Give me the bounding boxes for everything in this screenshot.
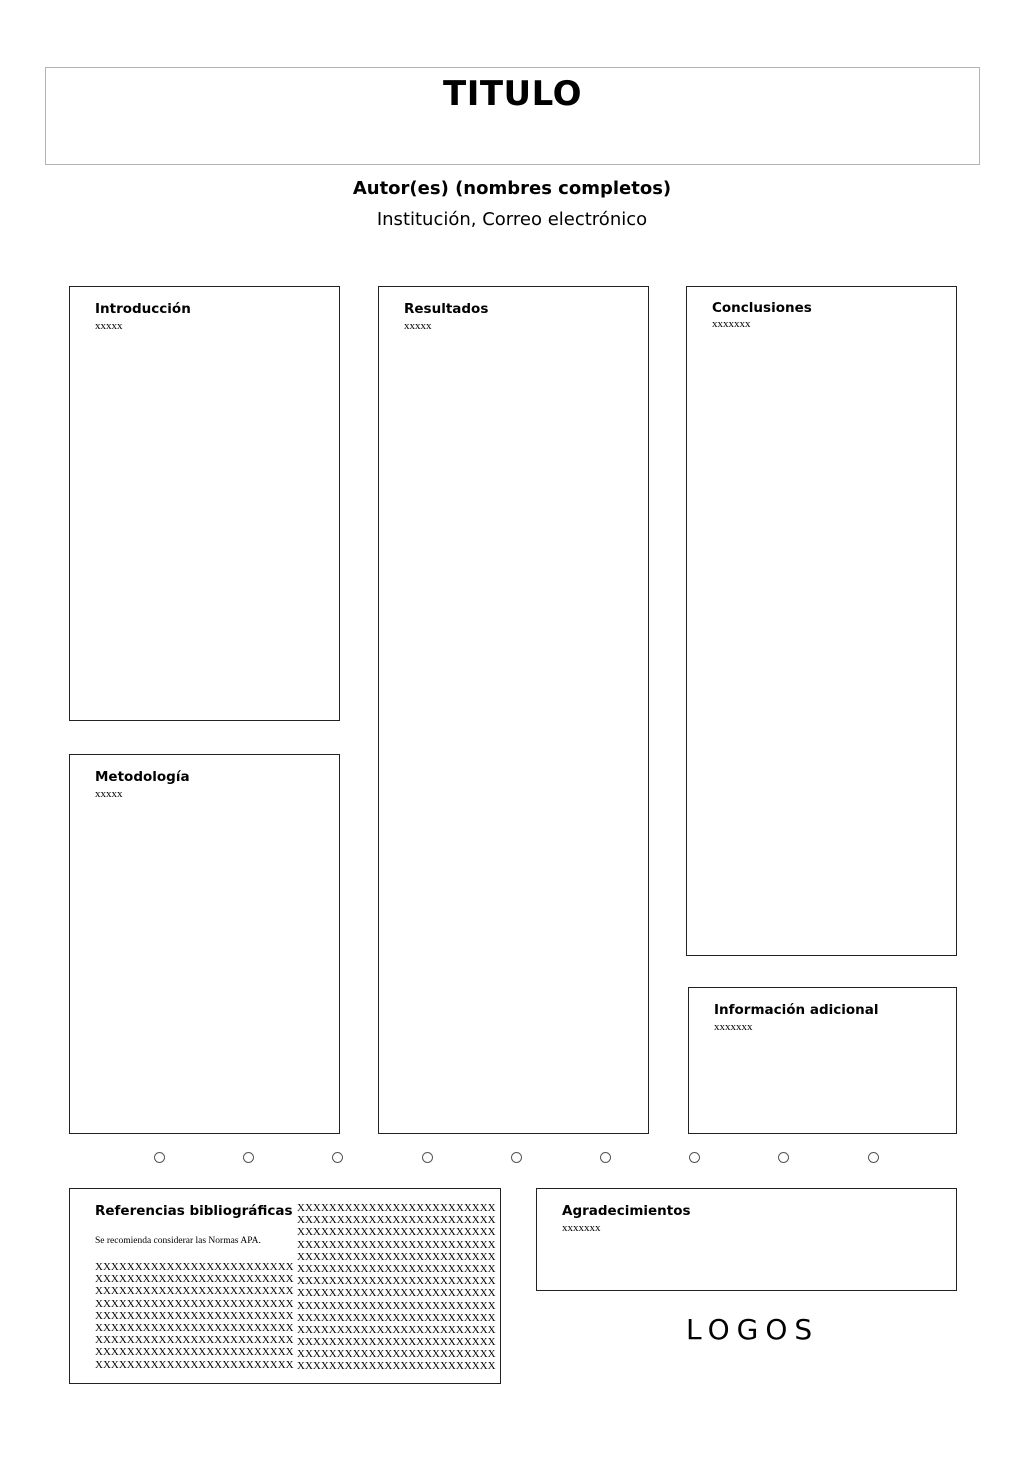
reference-line: XXXXXXXXXXXXXXXXXXXXXXXXX xyxy=(297,1348,496,1361)
reference-line: XXXXXXXXXXXXXXXXXXXXXXXXX xyxy=(297,1287,496,1300)
separator-dot xyxy=(154,1152,165,1163)
section-body: xxxxxxx xyxy=(712,318,751,330)
reference-line: XXXXXXXXXXXXXXXXXXXXXXXXX xyxy=(297,1299,496,1312)
reference-line: XXXXXXXXXXXXXXXXXXXXXXXXX xyxy=(297,1336,496,1349)
reference-line: XXXXXXXXXXXXXXXXXXXXXXXXX xyxy=(297,1202,496,1214)
section-title: Resultados xyxy=(404,301,489,317)
section-title: Metodología xyxy=(95,769,190,785)
separator-dot xyxy=(243,1152,254,1163)
reference-line: XXXXXXXXXXXXXXXXXXXXXXXXX xyxy=(297,1238,496,1251)
separator-dots xyxy=(0,1152,1024,1168)
section-title: Referencias bibliográficas xyxy=(95,1203,293,1219)
reference-line: XXXXXXXXXXXXXXXXXXXXXXXXX xyxy=(95,1309,294,1322)
poster-title: TITULO xyxy=(443,74,582,114)
reference-line: XXXXXXXXXXXXXXXXXXXXXXXXX xyxy=(95,1334,294,1347)
reference-line: XXXXXXXXXXXXXXXXXXXXXXXXX xyxy=(95,1346,294,1359)
references-note: Se recomienda considerar las Normas APA. xyxy=(95,1236,261,1246)
reference-line: XXXXXXXXXXXXXXXXXXXXXXXXX xyxy=(95,1273,294,1286)
section-referencias xyxy=(69,1188,501,1384)
section-conclusiones xyxy=(686,286,957,956)
title-box xyxy=(45,67,980,165)
section-title: Información adicional xyxy=(714,1002,879,1018)
logos-placeholder: LOGOS xyxy=(686,1313,820,1346)
authors-line: Autor(es) (nombres completos) xyxy=(352,178,672,199)
section-body: xxxxx xyxy=(95,320,123,332)
section-title: Conclusiones xyxy=(712,300,812,316)
separator-dot xyxy=(511,1152,522,1163)
reference-line: XXXXXXXXXXXXXXXXXXXXXXXXX xyxy=(95,1358,294,1371)
section-introduccion xyxy=(69,286,340,721)
section-body: xxxxxxx xyxy=(714,1021,753,1033)
separator-dot xyxy=(868,1152,879,1163)
separator-dot xyxy=(778,1152,789,1163)
separator-dot xyxy=(332,1152,343,1163)
section-informacion-adicional xyxy=(688,987,957,1134)
reference-line: XXXXXXXXXXXXXXXXXXXXXXXXX xyxy=(297,1262,496,1275)
institution-line: Institución, Correo electrónico xyxy=(376,209,648,230)
reference-line: XXXXXXXXXXXXXXXXXXXXXXXXX xyxy=(297,1214,496,1227)
separator-dot xyxy=(422,1152,433,1163)
separator-dot xyxy=(689,1152,700,1163)
reference-line: XXXXXXXXXXXXXXXXXXXXXXXXX xyxy=(297,1360,496,1373)
section-body: xxxxxxx xyxy=(562,1222,601,1234)
reference-line: XXXXXXXXXXXXXXXXXXXXXXXXX xyxy=(297,1226,496,1239)
reference-line: XXXXXXXXXXXXXXXXXXXXXXXXX xyxy=(297,1275,496,1288)
reference-line: XXXXXXXXXXXXXXXXXXXXXXXXX xyxy=(95,1321,294,1334)
separator-dot xyxy=(600,1152,611,1163)
section-title: Introducción xyxy=(95,301,191,317)
section-body: xxxxx xyxy=(404,320,432,332)
references-left-column xyxy=(95,1261,294,1371)
section-resultados xyxy=(378,286,649,1134)
reference-line: XXXXXXXXXXXXXXXXXXXXXXXXX xyxy=(95,1285,294,1298)
section-body: xxxxx xyxy=(95,788,123,800)
section-title: Agradecimientos xyxy=(562,1203,691,1219)
reference-line: XXXXXXXXXXXXXXXXXXXXXXXXX xyxy=(297,1250,496,1263)
reference-line: XXXXXXXXXXXXXXXXXXXXXXXXX xyxy=(297,1311,496,1324)
section-agradecimientos xyxy=(536,1188,957,1291)
section-metodologia xyxy=(69,754,340,1134)
reference-line: XXXXXXXXXXXXXXXXXXXXXXXXX xyxy=(95,1297,294,1310)
reference-line: XXXXXXXXXXXXXXXXXXXXXXXXX xyxy=(95,1261,294,1273)
reference-line: XXXXXXXXXXXXXXXXXXXXXXXXX xyxy=(297,1323,496,1336)
references-right-column xyxy=(297,1202,496,1373)
